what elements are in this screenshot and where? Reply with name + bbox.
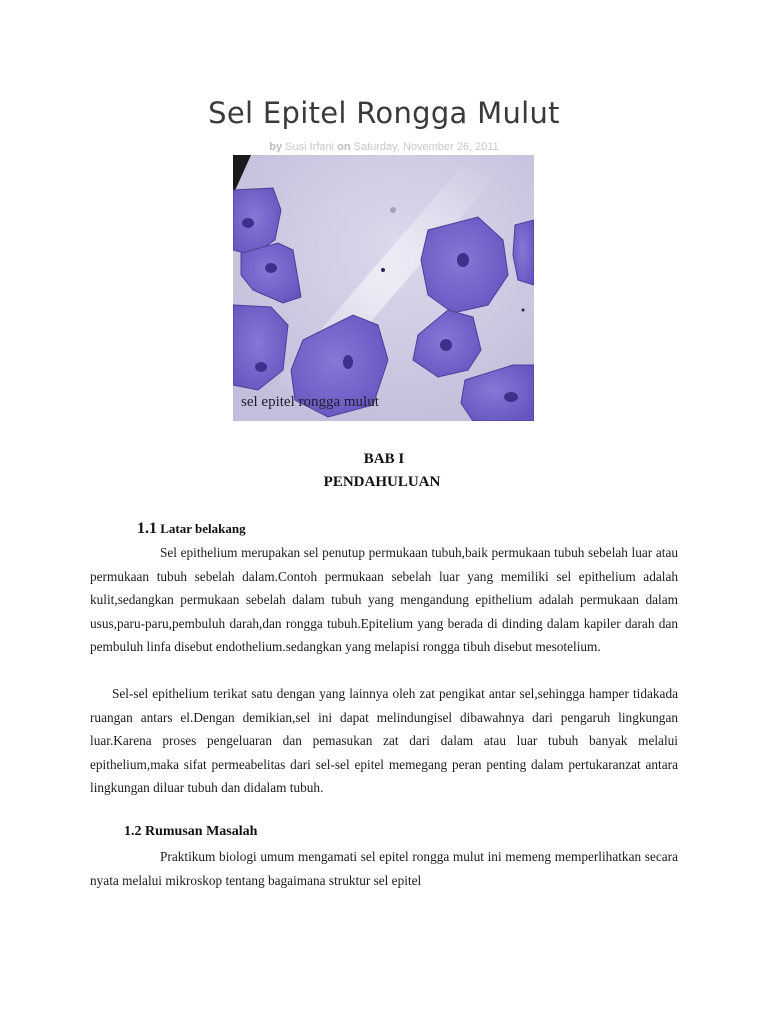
chapter-label: BAB I [363,451,405,467]
byline-on-label: on [337,141,351,153]
section-heading-rumusan-masalah [124,824,257,840]
byline-author[interactable]: Susi Irfani [285,141,335,153]
byline-by-label: by [269,141,283,153]
paragraph-rumusan-masalah-1: Praktikum biologi umum mengamati sel epitel rongga mulut ini memeng memperlihatkan secara nyata melalui mikroskop tentang bagaimana struktur sel epitel [90,849,678,888]
section-number: 1.1 [137,520,157,537]
byline-date: Saturday, November 26, 2011 [353,141,499,153]
byline [0,141,768,153]
chapter-title: PENDAHULUAN [323,474,441,490]
section-title: Latar belakang [160,521,246,536]
paragraph-latar-belakang-1: Sel epithelium merupakan sel penutup permukaan tubuh,baik permukaan tubuh sebelah luar atau permukaan tubuh sebelah dalam.Contoh permukaan sebelah luar yang memiliki sel epithelium adalah kulit,sedangkan permukaan sebelah dalam tubuh yang mengandung epithelium adalah permukaan dalam usus,paru-paru,pembuluh darah,dan rongga tubuh.Epitelium yang berada di dinding dalam kapiler darah dan pembuluh linfa disebut endothelium.sedangkan yang melapisi rongga tibuh disebut mesotelium. [90,545,678,654]
document-title: Sel Epitel Rongga Mulut [208,96,560,130]
micrograph-image [233,155,534,421]
figure-caption: sel epitel rongga mulut [241,394,379,410]
epithelial-cells-illustration [233,155,534,421]
paragraph-latar-belakang-2: Sel-sel epithelium terikat satu dengan yang lainnya oleh zat pengikat antar sel,sehingga hamper tidakada ruangan antars el.Dengan demikian,sel ini dapat melindungisel dibawahnya dari pengaruh lingkungan luar.Karena proses pengeluaran dan pemasukan zat dari dalam atau luar tubuh banyak melalui epithelium,maka sifat permeabelitas dari sel-sel epitel memegang peran penting dalam pertukaranzat antara lingkungan diluar tubuh dan didalam tubuh. [90,686,678,795]
section-heading-latar-belakang [137,520,246,538]
section-title: Rumusan Masalah [145,824,258,839]
section-number: 1.2 [124,824,142,839]
